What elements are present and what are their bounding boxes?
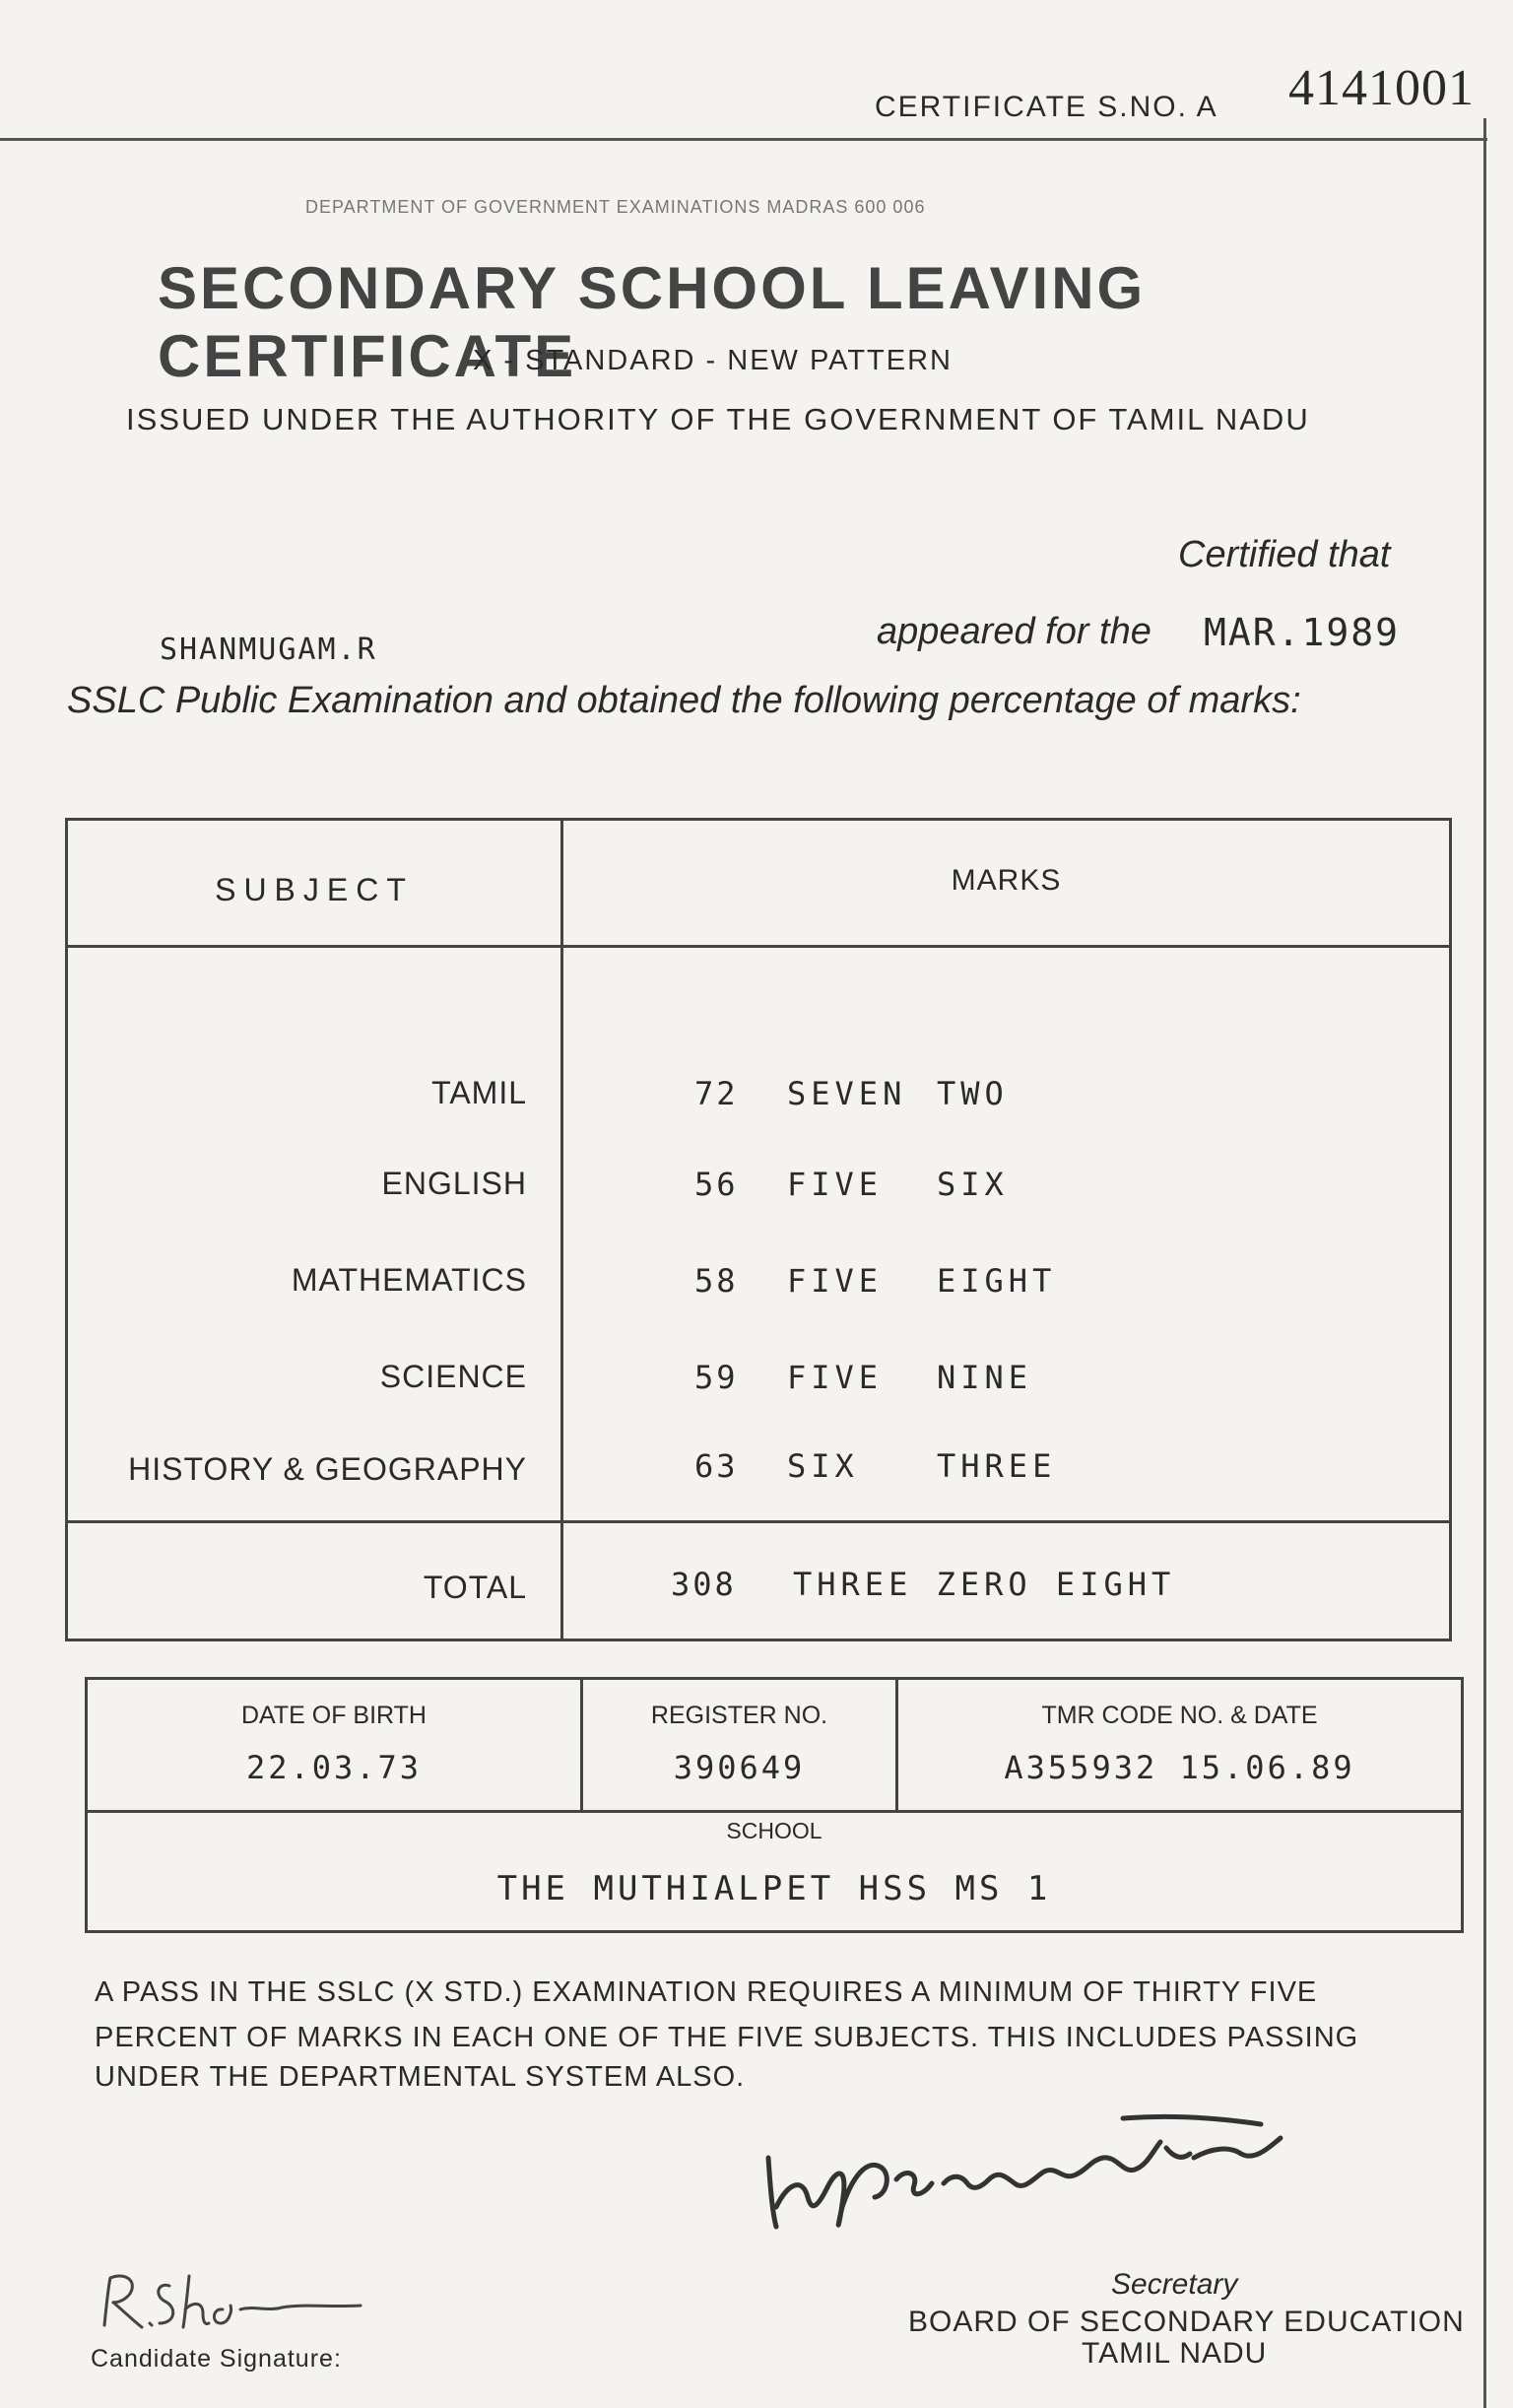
certificate-number: 4141001	[1288, 60, 1475, 116]
tmr-value: A355932 15.06.89	[1004, 1749, 1355, 1786]
note-line: UNDER THE DEPARTMENTAL SYSTEM ALSO.	[95, 2061, 746, 2093]
candidate-signature	[95, 2266, 489, 2345]
candidate-signature-label: Candidate Signature:	[91, 2345, 342, 2373]
marks-value: 58	[694, 1262, 739, 1300]
marks-value: 63	[694, 1447, 739, 1485]
note-line: PERCENT OF MARKS IN EACH ONE OF THE FIVE SUBJECTS. THIS INCLUDES PASSING	[95, 2022, 1359, 2053]
total-label: TOTAL	[423, 1570, 527, 1605]
department-line: DEPARTMENT OF GOVERNMENT EXAMINATIONS MADRAS 600 006	[305, 197, 926, 217]
subject-tamil: TAMIL	[431, 1075, 527, 1110]
sslc-text: SSLC Public Examination and obtained the following percentage of marks:	[67, 680, 1301, 721]
marks-table	[65, 818, 1452, 1641]
subject-history-geography: HISTORY & GEOGRAPHY	[128, 1451, 527, 1487]
candidate-name: SHANMUGAM.R	[160, 633, 377, 667]
subject-science: SCIENCE	[379, 1359, 527, 1394]
secretary-signature	[749, 2089, 1379, 2246]
register-value: 390649	[673, 1749, 806, 1786]
table-divider	[68, 1520, 1449, 1523]
dob-value: 22.03.73	[245, 1749, 423, 1786]
register-label: REGISTER NO.	[650, 1702, 828, 1729]
marks-word: FIVE	[787, 1359, 884, 1396]
table-divider	[580, 1680, 583, 1810]
total-marks: 308	[671, 1566, 737, 1603]
marks-value: 56	[694, 1166, 739, 1203]
marks-word: THREE	[937, 1447, 1057, 1485]
right-border	[1483, 118, 1486, 2408]
appeared-for-text: appeared for the	[877, 611, 1151, 652]
subject-english: ENGLISH	[381, 1166, 527, 1201]
state-name: TAMIL NADU	[1082, 2337, 1268, 2370]
secretary-title: Secretary	[1111, 2268, 1238, 2301]
school-value: THE MUTHIALPET HSS MS 1	[496, 1869, 1052, 1908]
marks-word: TWO	[937, 1075, 1009, 1112]
note-line: A PASS IN THE SSLC (X STD.) EXAMINATION REQUIRES A MINIMUM OF THIRTY FIVE	[95, 1976, 1318, 2008]
marks-word: SEVEN	[787, 1075, 907, 1112]
certified-that: Certified that	[1178, 534, 1391, 575]
subject-header: SUBJECT	[215, 872, 414, 907]
school-label: SCHOOL	[726, 1818, 822, 1843]
table-divider	[88, 1810, 1461, 1813]
marks-value: 72	[694, 1075, 739, 1112]
info-table	[85, 1677, 1464, 1933]
marks-word: NINE	[937, 1359, 1033, 1396]
dob-label: DATE OF BIRTH	[241, 1702, 427, 1729]
marks-word: FIVE	[787, 1262, 884, 1300]
marks-header: MARKS	[951, 864, 1062, 897]
total-words: THREE ZERO EIGHT	[793, 1566, 1176, 1603]
issued-line: ISSUED UNDER THE AUTHORITY OF THE GOVERNMENT OF TAMIL NADU	[126, 402, 1310, 436]
marks-word: SIX	[787, 1447, 859, 1485]
certificate-number-label: CERTIFICATE S.NO. A	[875, 91, 1218, 123]
marks-word: SIX	[937, 1166, 1009, 1203]
marks-value: 59	[694, 1359, 739, 1396]
table-divider	[895, 1680, 898, 1810]
marks-word: FIVE	[787, 1166, 884, 1203]
table-divider	[560, 821, 563, 1639]
board-name: BOARD OF SECONDARY EDUCATION	[908, 2306, 1465, 2338]
subject-mathematics: MATHEMATICS	[291, 1262, 527, 1298]
certificate-title: SECONDARY SCHOOL LEAVING CERTIFICATE	[158, 255, 1147, 389]
table-divider	[68, 945, 1449, 948]
marks-word: EIGHT	[937, 1262, 1057, 1300]
top-border	[0, 138, 1487, 141]
tmr-label: TMR CODE NO. & DATE	[1041, 1702, 1318, 1729]
standard-line: X - STANDARD - NEW PATTERN	[473, 345, 953, 376]
exam-date: MAR.1989	[1204, 611, 1401, 654]
